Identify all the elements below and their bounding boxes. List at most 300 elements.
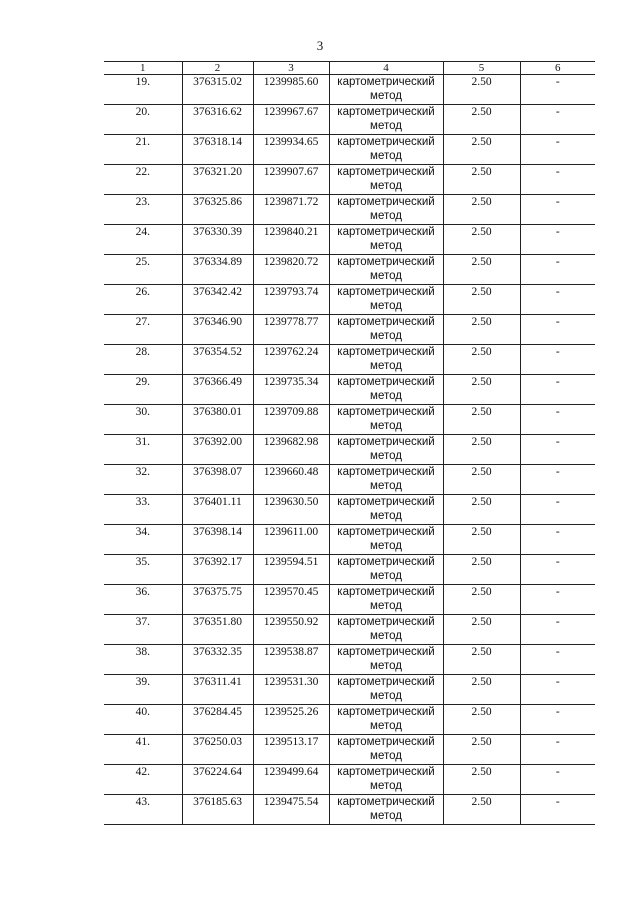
y-coordinate-text: 1239475.54: [263, 796, 319, 808]
note-cell: [520, 585, 595, 615]
x-coordinate-cell: [182, 315, 253, 345]
accuracy-cell: [443, 705, 520, 735]
accuracy-text: 2.50: [471, 676, 492, 688]
note-cell: [520, 165, 595, 195]
method-text-line: метод: [370, 630, 402, 642]
point-number-text: 27.: [135, 316, 150, 328]
x-coordinate-cell: [182, 765, 253, 795]
point-number-text: 43.: [135, 796, 150, 808]
method-text-line: картометрический: [337, 616, 435, 628]
method-text-line: метод: [370, 570, 402, 582]
method-text-line: метод: [370, 480, 402, 492]
x-coordinate-text: 376318.14: [193, 136, 242, 148]
note-text: -: [555, 586, 560, 598]
method-text-line: картометрический: [337, 256, 435, 268]
x-coordinate-cell: [182, 435, 253, 465]
method-text-line: картометрический: [337, 376, 435, 388]
accuracy-text: 2.50: [471, 526, 492, 538]
note-cell: [520, 405, 595, 435]
point-number-text: 26.: [135, 286, 150, 298]
method-cell: [329, 255, 443, 285]
accuracy-text: 2.50: [471, 376, 492, 388]
accuracy-text: 2.50: [471, 466, 492, 478]
method-text-line: метод: [370, 510, 402, 522]
x-coordinate-text: 376316.62: [193, 106, 242, 118]
table-row: [104, 135, 595, 165]
y-coordinate-cell: [253, 435, 329, 465]
point-number-text: 42.: [135, 766, 150, 778]
x-coordinate-text: 376250.03: [193, 736, 242, 748]
note-cell: [520, 225, 595, 255]
x-coordinate-cell: [182, 675, 253, 705]
y-coordinate-cell: [253, 615, 329, 645]
accuracy-cell: [443, 555, 520, 585]
note-text: -: [555, 646, 560, 658]
note-text: -: [555, 376, 560, 388]
table-row: [104, 585, 595, 615]
method-cell: [329, 555, 443, 585]
header-cell: 3: [253, 62, 329, 75]
x-coordinate-text: 376392.17: [193, 556, 242, 568]
y-coordinate-cell: [253, 405, 329, 435]
y-coordinate-cell: [253, 285, 329, 315]
method-text-line: метод: [370, 240, 402, 252]
point-number-text: 33.: [135, 496, 150, 508]
y-coordinate-cell: [253, 165, 329, 195]
note-text: -: [555, 556, 560, 568]
point-number-text: 29.: [135, 376, 150, 388]
x-coordinate-cell: [182, 225, 253, 255]
note-text: -: [555, 496, 560, 508]
point-number-text: 36.: [135, 586, 150, 598]
note-text: -: [555, 436, 560, 448]
method-cell: [329, 375, 443, 405]
point-number-cell: [104, 675, 182, 705]
note-text: -: [555, 706, 560, 718]
y-coordinate-text: 1239513.17: [263, 736, 319, 748]
accuracy-cell: [443, 345, 520, 375]
accuracy-text: 2.50: [471, 766, 492, 778]
method-text-line: метод: [370, 540, 402, 552]
point-number-text: 25.: [135, 256, 150, 268]
method-text-line: картометрический: [337, 286, 435, 298]
y-coordinate-text: 1239709.88: [263, 406, 319, 418]
note-cell: [520, 795, 595, 825]
x-coordinate-text: 376332.35: [193, 646, 242, 658]
accuracy-text: 2.50: [471, 316, 492, 328]
x-coordinate-text: 376321.20: [193, 166, 242, 178]
table-row: [104, 285, 595, 315]
x-coordinate-cell: [182, 165, 253, 195]
y-coordinate-cell: [253, 195, 329, 225]
x-coordinate-text: 376342.42: [193, 286, 242, 298]
note-cell: [520, 525, 595, 555]
method-cell: [329, 495, 443, 525]
point-number-cell: [104, 435, 182, 465]
y-coordinate-text: 1239934.65: [263, 136, 319, 148]
accuracy-text: 2.50: [471, 346, 492, 358]
accuracy-text: 2.50: [471, 496, 492, 508]
table-row: [104, 375, 595, 405]
x-coordinate-text: 376375.75: [193, 586, 242, 598]
point-number-text: 38.: [135, 646, 150, 658]
accuracy-text: 2.50: [471, 196, 492, 208]
y-coordinate-text: 1239762.24: [263, 346, 319, 358]
note-cell: [520, 75, 595, 105]
method-text-line: метод: [370, 720, 402, 732]
page-number: 3: [316, 38, 324, 53]
y-coordinate-text: 1239660.48: [263, 466, 319, 478]
accuracy-text: 2.50: [471, 286, 492, 298]
y-coordinate-cell: [253, 795, 329, 825]
note-cell: [520, 675, 595, 705]
point-number-cell: [104, 525, 182, 555]
table-row: [104, 795, 595, 825]
x-coordinate-cell: [182, 585, 253, 615]
x-coordinate-text: 376354.52: [193, 346, 242, 358]
point-number-text: 21.: [135, 136, 150, 148]
point-number-text: 23.: [135, 196, 150, 208]
table-row: [104, 315, 595, 345]
table-row: [104, 765, 595, 795]
point-number-cell: [104, 315, 182, 345]
point-number-cell: [104, 615, 182, 645]
y-coordinate-cell: [253, 645, 329, 675]
point-number-text: 22.: [135, 166, 150, 178]
accuracy-text: 2.50: [471, 406, 492, 418]
y-coordinate-text: 1239820.72: [263, 256, 319, 268]
header-cell: 1: [104, 62, 182, 75]
method-text-line: картометрический: [337, 76, 435, 88]
x-coordinate-cell: [182, 705, 253, 735]
x-coordinate-cell: [182, 795, 253, 825]
accuracy-cell: [443, 615, 520, 645]
note-text: -: [555, 796, 560, 808]
accuracy-cell: [443, 75, 520, 105]
accuracy-text: 2.50: [471, 136, 492, 148]
accuracy-text: 2.50: [471, 706, 492, 718]
note-cell: [520, 615, 595, 645]
x-coordinate-cell: [182, 255, 253, 285]
y-coordinate-cell: [253, 705, 329, 735]
method-text-line: метод: [370, 750, 402, 762]
y-coordinate-text: 1239735.34: [263, 376, 319, 388]
note-cell: [520, 315, 595, 345]
point-number-cell: [104, 375, 182, 405]
accuracy-text: 2.50: [471, 616, 492, 628]
method-text-line: картометрический: [337, 166, 435, 178]
note-cell: [520, 135, 595, 165]
table-row: [104, 255, 595, 285]
y-coordinate-text: 1239840.21: [263, 226, 319, 238]
method-cell: [329, 795, 443, 825]
method-text-line: метод: [370, 390, 402, 402]
point-number-text: 24.: [135, 226, 150, 238]
accuracy-cell: [443, 585, 520, 615]
point-number-cell: [104, 495, 182, 525]
x-coordinate-text: 376325.86: [193, 196, 242, 208]
note-cell: [520, 345, 595, 375]
method-text-line: метод: [370, 300, 402, 312]
note-text: -: [555, 226, 560, 238]
y-coordinate-cell: [253, 255, 329, 285]
accuracy-text: 2.50: [471, 76, 492, 88]
table-row: [104, 75, 595, 105]
y-coordinate-text: 1239499.64: [263, 766, 319, 778]
point-number-cell: [104, 345, 182, 375]
header-cell: 5: [443, 62, 520, 75]
note-cell: [520, 255, 595, 285]
x-coordinate-text: 376401.11: [193, 496, 242, 508]
note-cell: [520, 195, 595, 225]
x-coordinate-cell: [182, 615, 253, 645]
x-coordinate-cell: [182, 375, 253, 405]
table-row: [104, 405, 595, 435]
table-row: [104, 735, 595, 765]
method-text-line: картометрический: [337, 796, 435, 808]
x-coordinate-text: 376351.80: [193, 616, 242, 628]
point-number-cell: [104, 225, 182, 255]
point-number-cell: [104, 195, 182, 225]
y-coordinate-text: 1239778.77: [263, 316, 319, 328]
x-coordinate-cell: [182, 465, 253, 495]
point-number-cell: [104, 465, 182, 495]
header-row: [104, 62, 595, 75]
x-coordinate-cell: [182, 285, 253, 315]
accuracy-cell: [443, 735, 520, 765]
point-number-cell: [104, 585, 182, 615]
y-coordinate-text: 1239985.60: [263, 76, 319, 88]
note-text: -: [555, 286, 560, 298]
method-cell: [329, 135, 443, 165]
y-coordinate-cell: [253, 675, 329, 705]
method-cell: [329, 435, 443, 465]
point-number-text: 19.: [135, 76, 150, 88]
x-coordinate-cell: [182, 105, 253, 135]
method-text-line: картометрический: [337, 526, 435, 538]
point-number-text: 28.: [135, 346, 150, 358]
y-coordinate-cell: [253, 765, 329, 795]
point-number-cell: [104, 705, 182, 735]
table-row: [104, 645, 595, 675]
note-cell: [520, 435, 595, 465]
accuracy-cell: [443, 405, 520, 435]
accuracy-cell: [443, 375, 520, 405]
method-text-line: картометрический: [337, 736, 435, 748]
method-cell: [329, 615, 443, 645]
note-text: -: [555, 736, 560, 748]
method-text-line: картометрический: [337, 466, 435, 478]
note-cell: [520, 555, 595, 585]
note-text: -: [555, 466, 560, 478]
point-number-text: 34.: [135, 526, 150, 538]
x-coordinate-cell: [182, 75, 253, 105]
accuracy-cell: [443, 315, 520, 345]
point-number-cell: [104, 645, 182, 675]
accuracy-cell: [443, 675, 520, 705]
method-cell: [329, 405, 443, 435]
method-cell: [329, 735, 443, 765]
method-cell: [329, 645, 443, 675]
method-cell: [329, 705, 443, 735]
point-number-cell: [104, 285, 182, 315]
method-text-line: метод: [370, 360, 402, 372]
x-coordinate-cell: [182, 495, 253, 525]
point-number-cell: [104, 555, 182, 585]
accuracy-text: 2.50: [471, 226, 492, 238]
point-number-text: 41.: [135, 736, 150, 748]
y-coordinate-cell: [253, 315, 329, 345]
y-coordinate-cell: [253, 465, 329, 495]
method-text-line: картометрический: [337, 586, 435, 598]
method-cell: [329, 285, 443, 315]
y-coordinate-cell: [253, 135, 329, 165]
method-text-line: метод: [370, 690, 402, 702]
note-cell: [520, 495, 595, 525]
method-text-line: картометрический: [337, 316, 435, 328]
accuracy-cell: [443, 165, 520, 195]
method-text-line: картометрический: [337, 106, 435, 118]
note-cell: [520, 645, 595, 675]
x-coordinate-text: 376330.39: [193, 226, 242, 238]
y-coordinate-cell: [253, 75, 329, 105]
y-coordinate-text: 1239570.45: [263, 586, 319, 598]
method-text-line: картометрический: [337, 196, 435, 208]
accuracy-cell: [443, 495, 520, 525]
accuracy-text: 2.50: [471, 586, 492, 598]
accuracy-text: 2.50: [471, 256, 492, 268]
point-number-text: 20.: [135, 106, 150, 118]
x-coordinate-text: 376392.00: [193, 436, 242, 448]
method-cell: [329, 525, 443, 555]
method-text-line: картометрический: [337, 346, 435, 358]
method-text-line: метод: [370, 780, 402, 792]
method-text-line: картометрический: [337, 646, 435, 658]
method-text-line: метод: [370, 180, 402, 192]
table-row: [104, 675, 595, 705]
table-row: [104, 225, 595, 255]
point-number-cell: [104, 135, 182, 165]
table-row: [104, 345, 595, 375]
method-text-line: картометрический: [337, 556, 435, 568]
y-coordinate-text: 1239967.67: [263, 106, 319, 118]
note-text: -: [555, 616, 560, 628]
method-text-line: картометрический: [337, 136, 435, 148]
method-text-line: метод: [370, 210, 402, 222]
method-text-line: метод: [370, 270, 402, 282]
point-number-text: 37.: [135, 616, 150, 628]
method-text-line: метод: [370, 90, 402, 102]
point-number-text: 39.: [135, 676, 150, 688]
y-coordinate-cell: [253, 225, 329, 255]
point-number-text: 40.: [135, 706, 150, 718]
y-coordinate-text: 1239907.67: [263, 166, 319, 178]
method-cell: [329, 225, 443, 255]
x-coordinate-text: 376366.49: [193, 376, 242, 388]
accuracy-cell: [443, 795, 520, 825]
accuracy-text: 2.50: [471, 166, 492, 178]
point-number-cell: [104, 765, 182, 795]
note-text: -: [555, 766, 560, 778]
point-number-cell: [104, 405, 182, 435]
note-cell: [520, 765, 595, 795]
method-text-line: метод: [370, 330, 402, 342]
accuracy-text: 2.50: [471, 796, 492, 808]
note-text: -: [555, 256, 560, 268]
header-cell: 2: [182, 62, 253, 75]
point-number-cell: [104, 255, 182, 285]
accuracy-text: 2.50: [471, 556, 492, 568]
accuracy-cell: [443, 135, 520, 165]
note-text: -: [555, 406, 560, 418]
method-text-line: картометрический: [337, 226, 435, 238]
accuracy-cell: [443, 525, 520, 555]
method-cell: [329, 465, 443, 495]
method-text-line: метод: [370, 150, 402, 162]
point-number-text: 30.: [135, 406, 150, 418]
header-cell: 6: [520, 62, 595, 75]
note-text: -: [555, 676, 560, 688]
accuracy-cell: [443, 225, 520, 255]
x-coordinate-text: 376346.90: [193, 316, 242, 328]
note-text: -: [555, 346, 560, 358]
note-text: -: [555, 196, 560, 208]
note-cell: [520, 105, 595, 135]
table-row: [104, 105, 595, 135]
accuracy-cell: [443, 105, 520, 135]
table-row: [104, 555, 595, 585]
note-cell: [520, 465, 595, 495]
point-number-text: 32.: [135, 466, 150, 478]
accuracy-cell: [443, 285, 520, 315]
table-row: [104, 525, 595, 555]
accuracy-text: 2.50: [471, 646, 492, 658]
accuracy-text: 2.50: [471, 736, 492, 748]
y-coordinate-text: 1239594.51: [263, 556, 319, 568]
method-cell: [329, 765, 443, 795]
y-coordinate-text: 1239611.00: [263, 526, 319, 538]
point-number-text: 31.: [135, 436, 150, 448]
x-coordinate-text: 376315.02: [193, 76, 242, 88]
method-cell: [329, 195, 443, 225]
accuracy-cell: [443, 255, 520, 285]
x-coordinate-cell: [182, 735, 253, 765]
x-coordinate-cell: [182, 195, 253, 225]
note-cell: [520, 285, 595, 315]
note-text: -: [555, 76, 560, 88]
x-coordinate-text: 376334.89: [193, 256, 242, 268]
note-text: -: [555, 166, 560, 178]
y-coordinate-cell: [253, 495, 329, 525]
accuracy-cell: [443, 465, 520, 495]
note-text: -: [555, 106, 560, 118]
method-cell: [329, 75, 443, 105]
method-cell: [329, 165, 443, 195]
method-text-line: метод: [370, 450, 402, 462]
y-coordinate-text: 1239682.98: [263, 436, 319, 448]
x-coordinate-text: 376284.45: [193, 706, 242, 718]
table-row: [104, 495, 595, 525]
table-row: [104, 195, 595, 225]
note-cell: [520, 735, 595, 765]
y-coordinate-cell: [253, 585, 329, 615]
method-cell: [329, 675, 443, 705]
point-number-cell: [104, 75, 182, 105]
accuracy-cell: [443, 765, 520, 795]
method-text-line: метод: [370, 810, 402, 822]
y-coordinate-cell: [253, 525, 329, 555]
x-coordinate-cell: [182, 135, 253, 165]
